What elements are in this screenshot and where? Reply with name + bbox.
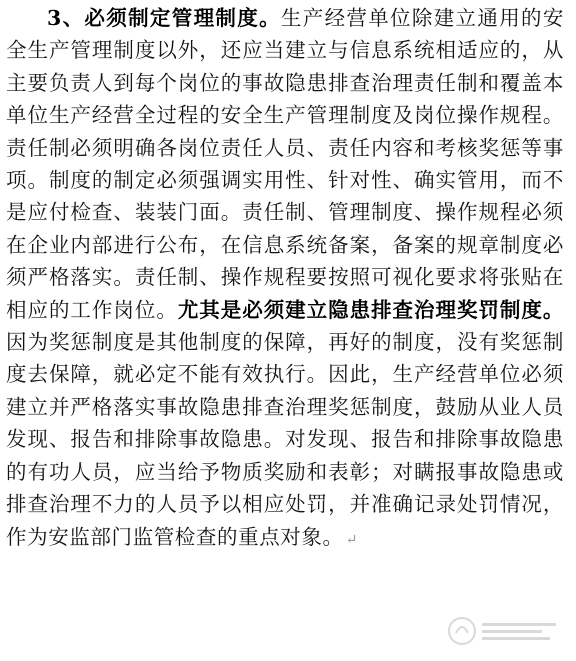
document-body xyxy=(6,2,564,556)
paragraph xyxy=(6,2,564,556)
paragraph-text: 生产经营单位除建立通用的安全生产管理制度以外，还应当建立与信息系统相适应的，从主要负责人到每个岗位的事故隐患排查治理责任制和覆盖本单位生产经营全过程的安全生产管理制度及岗位操作规程。责任制必须明确各岗位责任人员、责任内容和考核奖惩等事项。制度的制定必须强调实用性、针对性、确实管用，而不是应付检查、装装门面。责任制、管理制度、操作规程必须在企业内部进行公布，在信息系统备案，备案的规章制度必须严格落实。责任制、操作规程要按照可视化要求将张贴在相应的工作岗位。 xyxy=(6,6,564,322)
section-heading: 3、必须制定管理制度。 xyxy=(47,6,281,30)
watermark-logo xyxy=(444,611,564,651)
paragraph-text-continued: 因为奖惩制度是其他制度的保障，再好的制度，没有奖惩制度去保障，就必定不能有效执行。因此，生产经营单位必须建立并严格落实事故隐患排查治理奖惩制度，鼓励从业人员发现、报告和排除事故隐患。对发现、报告和排除事故隐患的有功人员，应当给予物质奖励和表彰；对瞒报事故隐患或排查治理不力的人员予以相应处罚，并准确记录处罚情况，作为安监部门监管检查的重点对象。 xyxy=(6,330,564,549)
emphasis-text: 尤其是必须建立隐患排查治理奖罚制度。 xyxy=(177,297,564,322)
paragraph-mark-icon: ↵ xyxy=(345,531,358,548)
